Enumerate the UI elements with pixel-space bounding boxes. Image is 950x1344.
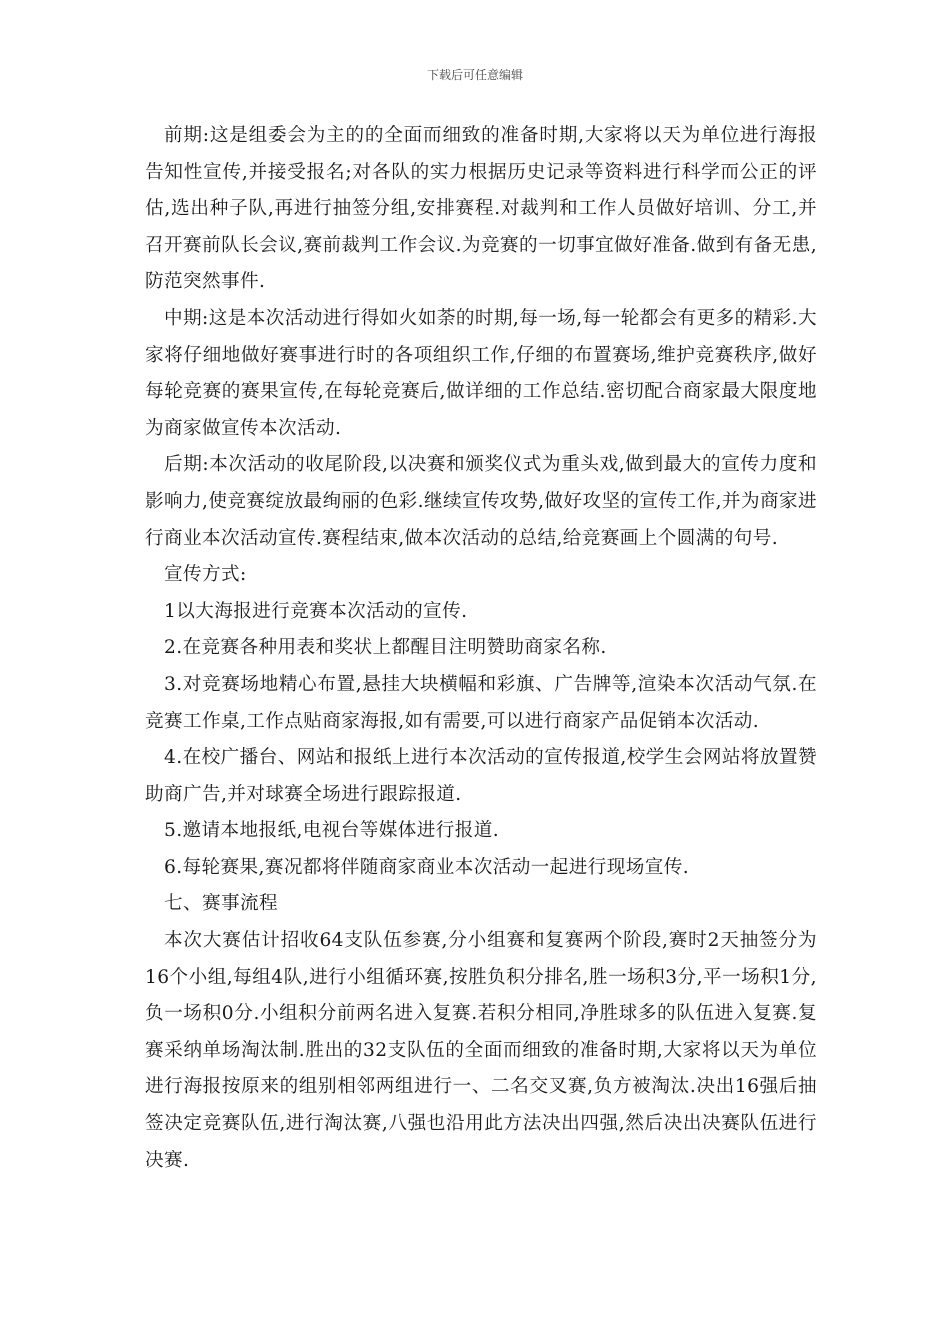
publicity-item-4: 4.在校广播台、网站和报纸上进行本次活动的宣传报道,校学生会网站将放置赞助商广告,并对球赛全场进行跟踪报道.: [145, 747, 817, 805]
paragraph-middle-phase: 中期:这是本次活动进行得如火如荼的时期,每一场,每一轮都会有更多的精彩.大家将仔细地做好赛事进行时的各项组织工作,仔细的布置赛场,维护竞赛秩序,做好每轮竞赛的赛果宣传,在每轮竞赛后,做详细的工作总结.密切配合商家最大限度地为商家做宣传本次活动.: [145, 307, 817, 439]
paragraph-early-phase: 前期:这是组委会为主的的全面而细致的准备时期,大家将以天为单位进行海报告知性宣传,并接受报名;对各队的实力根据历史记录等资料进行科学而公正的评估,选出种子队,再进行抽签分组,安排赛程.对裁判和工作人员做好培训、分工,并召开赛前队长会议,赛前裁判工作会议.为竞赛的一切事宜做好准备.做到有备无患,防范突然事件.: [145, 125, 817, 293]
publicity-item-2: 2.在竞赛各种用表和奖状上都醒目注明赞助商家名称.: [164, 637, 607, 659]
page-header: 下载后可任意编辑: [426, 68, 523, 82]
publicity-item-6: 6.每轮赛果,赛况都将伴随商家商业本次活动一起进行现场宣传.: [164, 856, 689, 878]
section-heading-schedule: 七、赛事流程: [164, 893, 278, 915]
document-body: [145, 118, 817, 1179]
publicity-item-5: 5.邀请本地报纸,电视台等媒体进行报道.: [164, 820, 500, 842]
publicity-item-1: 1以大海报进行竞赛本次活动的宣传.: [164, 600, 468, 622]
paragraph-late-phase: 后期:本次活动的收尾阶段,以决赛和颁奖仪式为重头戏,做到最大的宣传力度和影响力,使竞赛绽放最绚丽的色彩.继续宣传攻势,做好攻坚的宣传工作,并为商家进行商业本次活动宣传.赛程结束,做本次活动的总结,给竞赛画上个圆满的句号.: [145, 454, 817, 549]
publicity-methods-heading: 宣传方式:: [164, 564, 247, 586]
paragraph-schedule: 本次大赛估计招收64支队伍参赛,分小组赛和复赛两个阶段,赛时2天抽签分为16个小组,每组4队,进行小组循环赛,按胜负积分排名,胜一场积3分,平一场积1分,负一场积0分.小组积分前两名进入复赛.若积分相同,净胜球多的队伍进入复赛.复赛采纳单场淘汰制.胜出的32支队伍的全面而细致的准备时期,大家将以天为单位进行海报按原来的组别相邻两组进行一、二名交叉赛,负方被淘汰.决出16强后抽签决定竞赛队伍,进行淘汰赛,八强也沿用此方法决出四强,然后决出决赛队伍进行决赛.: [145, 930, 817, 1171]
publicity-item-3: 3.对竞赛场地精心布置,悬挂大块横幅和彩旗、广告牌等,渲染本次活动气氛.在竞赛工作桌,工作点贴商家海报,如有需要,可以进行商家产品促销本次活动.: [145, 673, 817, 732]
